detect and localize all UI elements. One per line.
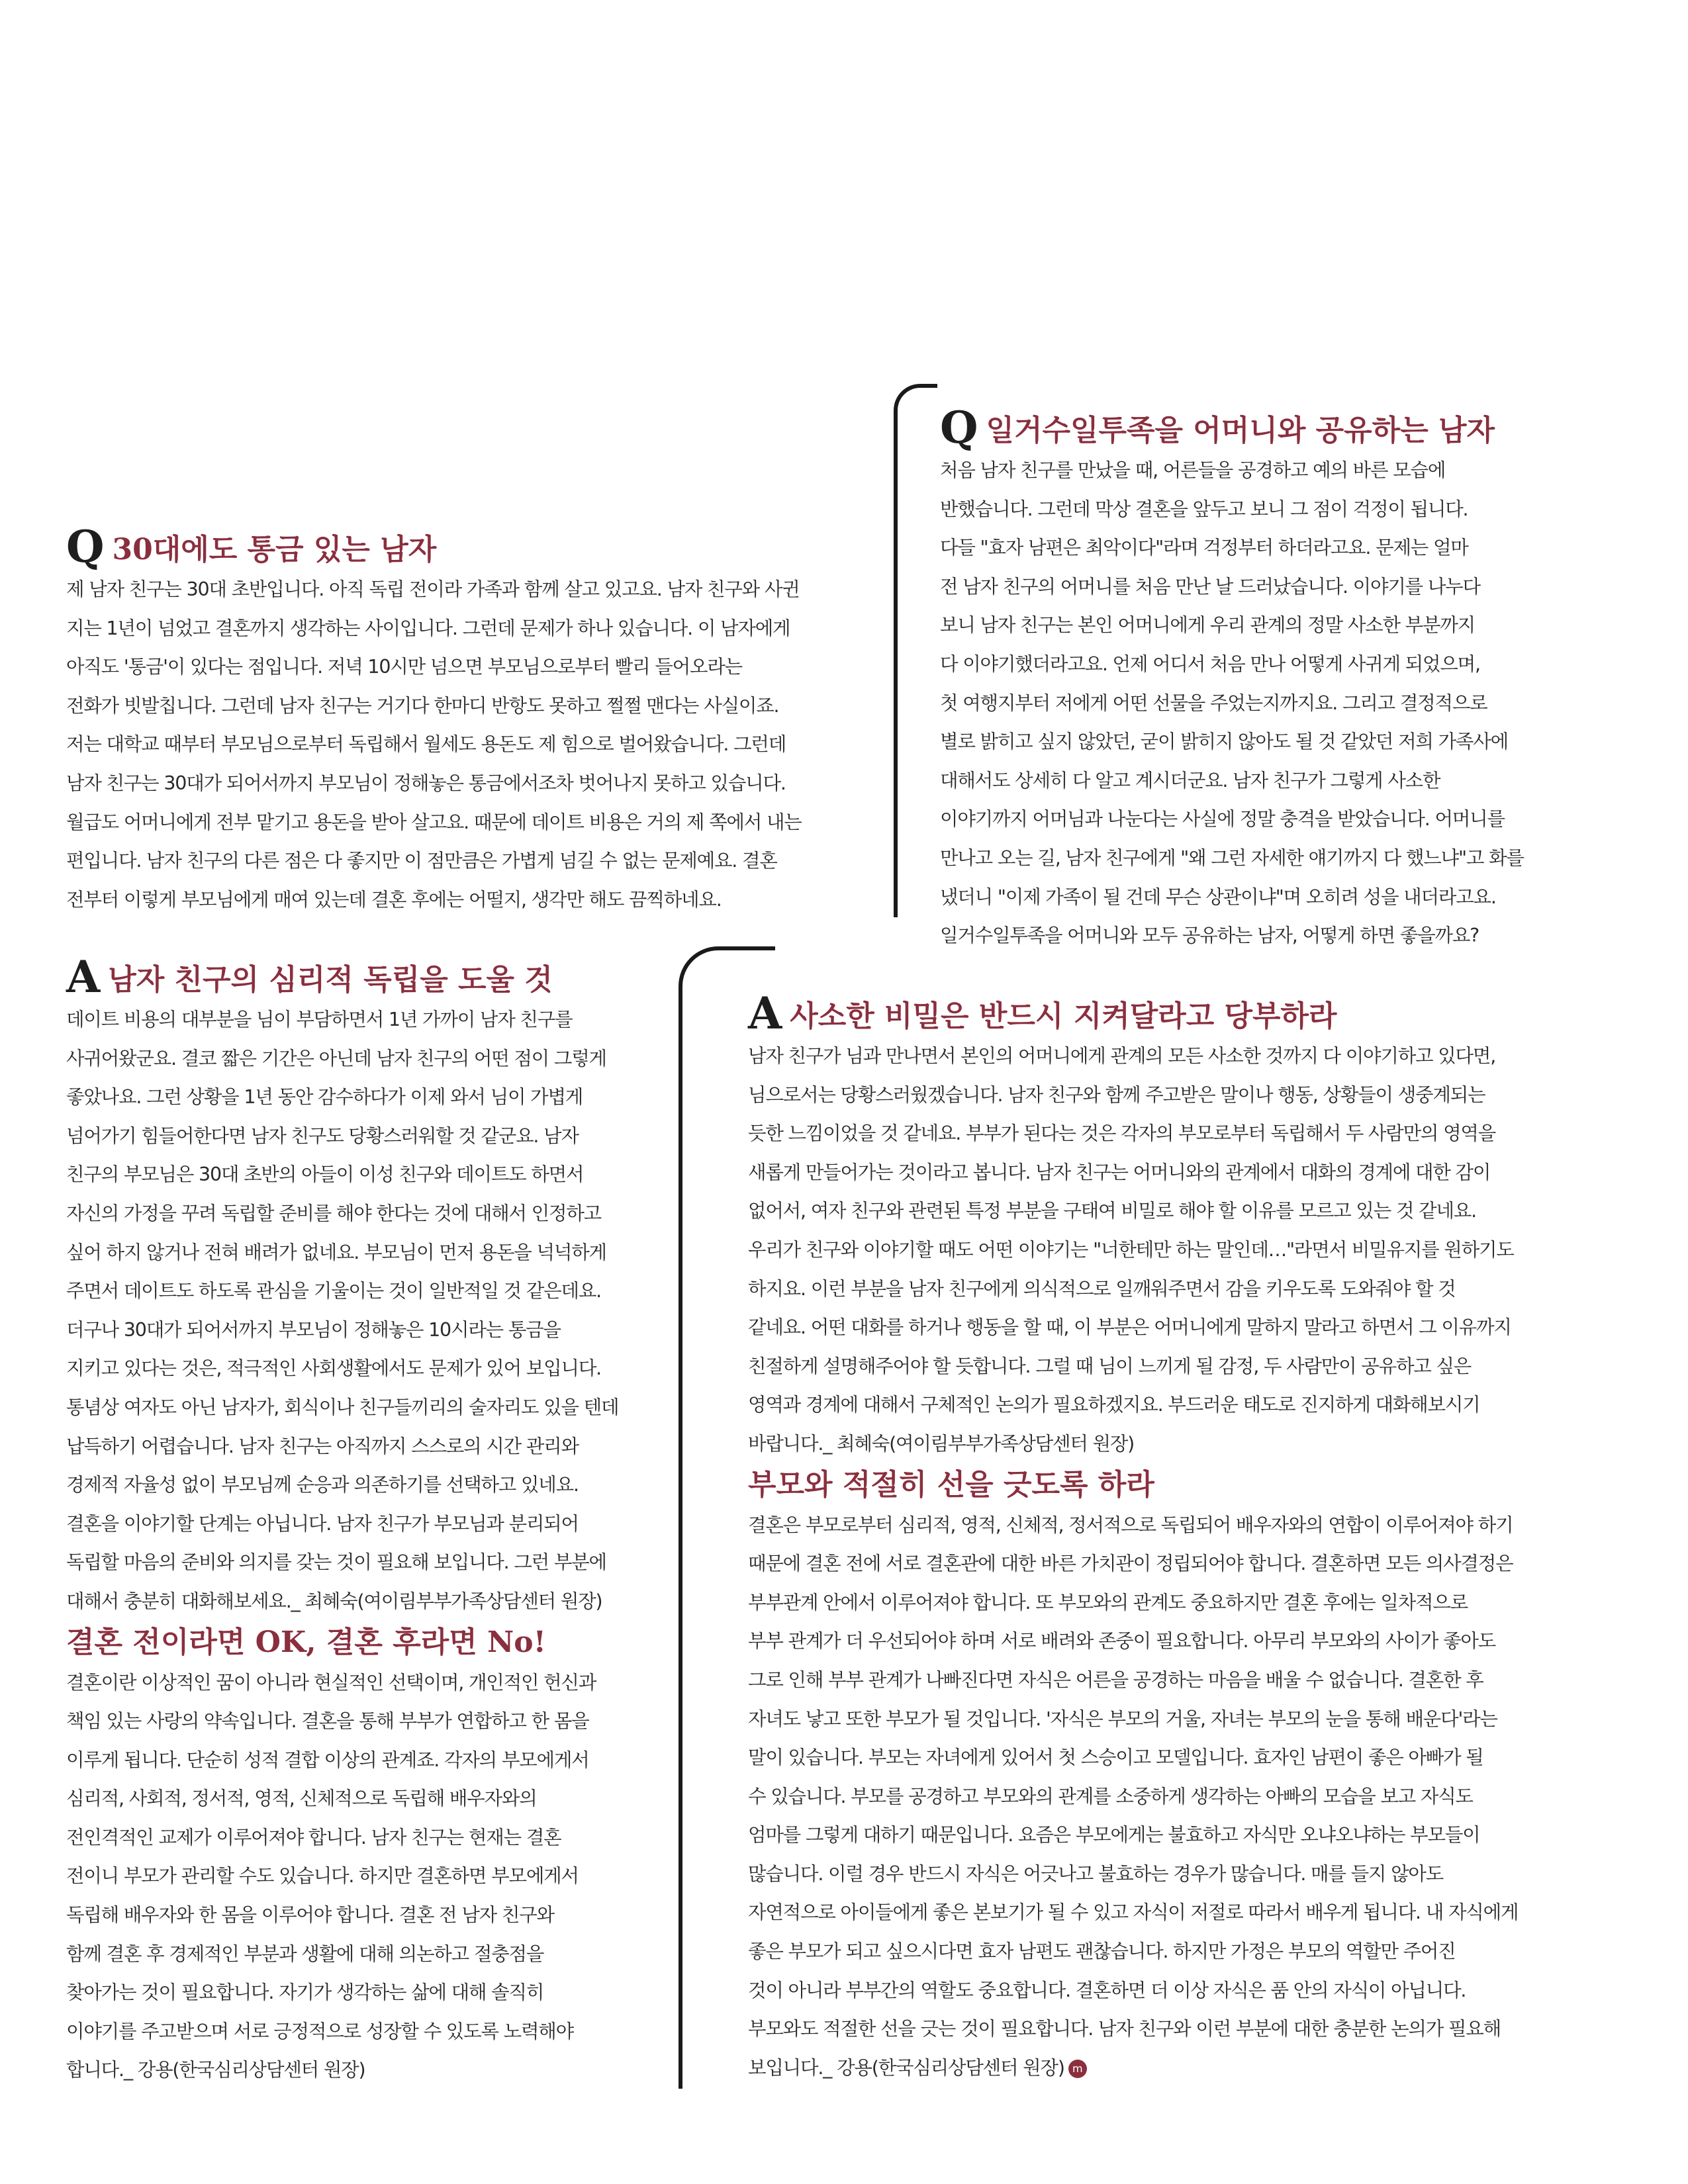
body-line: 전 남자 친구의 어머니를 처음 만난 날 드러났습니다. 이야기를 나누다 (940, 575, 1480, 598)
q1-title (66, 523, 861, 570)
body-line: 처음 남자 친구를 만났을 때, 어른들을 공경하고 예의 바른 모습에 (940, 459, 1446, 481)
body-line: 결혼이란 이상적인 꿈이 아니라 현실적인 선택이며, 개인적인 헌신과 (66, 1671, 596, 1694)
body-line: 데이트 비용의 대부분을 님이 부담하면서 1년 가까이 남자 친구를 (66, 1009, 573, 1030)
body-line: 때문에 결혼 전에 서로 결혼관에 대한 바른 가치관이 정립되어야 합니다. 결혼하면 모든 의사결정은 (748, 1553, 1513, 1575)
body-line: 그로 인해 부부 관계가 나빠진다면 자식은 어른을 공경하는 마음을 배울 수 없습니다. 결혼한 후 (748, 1668, 1483, 1691)
a1b-title: 결혼 전이라면 OK, 결혼 후라면 No! (66, 1625, 546, 1659)
body-line: 저는 대학교 때부터 부모님으로부터 독립해서 월세도 용돈도 제 힘으로 벌어왔습니다. 그런데 (66, 733, 786, 756)
body-line: 책임 있는 사랑의 약속입니다. 결혼을 통해 부부가 연합하고 한 몸을 (66, 1710, 589, 1733)
body-line: 듯한 느낌이었을 것 같네요. 부부가 된다는 것은 각자의 부모로부터 독립해서 두 사람만의 영역을 (748, 1122, 1496, 1145)
body-line: 싶어 하지 않거나 전혀 배려가 없네요. 부모님이 먼저 용돈을 넉넉하게 (66, 1241, 606, 1263)
body-line: 하지요. 이런 부분을 남자 친구에게 의식적으로 일깨워주면서 감을 키우도록 도와줘야 할 것 (748, 1277, 1456, 1300)
body-line: 주면서 데이트도 하도록 관심을 기울이는 것이 일반적일 것 같은데요. (66, 1280, 602, 1302)
q1-section (66, 523, 861, 919)
q2-section (940, 404, 1602, 956)
body-line: 우리가 친구와 이야기할 때도 어떤 이야기는 "너한테만 하는 말인데…"라면서 비밀유지를 원하기도 (748, 1238, 1514, 1261)
body-line: 바랍니다._ 최혜숙(여이림부부가족상담센터 원장) (748, 1432, 1135, 1455)
body-line: 같네요. 어떤 대화를 하거나 행동을 할 때, 이 부분은 어머니에게 말하지 말라고 하면서 그 이유까지 (748, 1316, 1511, 1339)
q2-body (940, 451, 1602, 956)
body-line: 좋았나요. 그런 상황을 1년 동안 감수하다가 이제 와서 님이 가볍게 (66, 1086, 583, 1109)
body-line: 새롭게 만들어가는 것이라고 봅니다. 남자 친구는 어머니와의 관계에서 대화의 경계에 대한 감이 (748, 1161, 1491, 1183)
body-line: 자녀도 낳고 또한 부모가 될 것입니다. '자식은 부모의 거울, 자녀는 부모의 눈을 통해 배운다'라는 (748, 1707, 1497, 1730)
body-line: 결혼을 이야기할 단계는 아닙니다. 남자 친구가 부모님과 분리되어 (66, 1512, 579, 1535)
q1-letter: Q (66, 521, 105, 572)
body-line: 제 남자 친구는 30대 초반입니다. 아직 독립 전이라 가족과 함께 살고 있고요. 남자 친구와 사귄 (66, 578, 800, 600)
body-line: 말이 있습니다. 부모는 자녀에게 있어서 첫 스승이고 모델입니다. 효자인 남편이 좋은 아빠가 될 (748, 1747, 1483, 1769)
body-line: 일거수일투족을 어머니와 모두 공유하는 남자, 어떻게 하면 좋을까요? (940, 925, 1479, 947)
body-line: 전화가 빗발칩니다. 그런데 남자 친구는 거기다 한마디 반항도 못하고 쩔쩔 맨다는 사실이죠. (66, 694, 779, 717)
body-line: 월급도 어머니에게 전부 맡기고 용돈을 받아 살고요. 때문에 데이트 비용은 거의 제 쪽에서 내는 (66, 811, 802, 833)
body-line: 자연적으로 아이들에게 좋은 본보기가 될 수 있고 자식이 저절로 따라서 배우게 됩니다. 내 자식에게 (748, 1901, 1519, 1924)
body-line: 친구의 부모님은 30대 초반의 아들이 이성 친구와 데이트도 하면서 (66, 1163, 584, 1186)
body-line: 첫 여행지부터 저에게 어떤 선물을 주었는지까지요. 그리고 결정적으로 (940, 692, 1487, 714)
a1-title-text: 남자 친구의 심리적 독립을 도울 것 (108, 963, 553, 997)
body-line: 다 이야기했더라고요. 언제 어디서 처음 만나 어떻게 사귀게 되었으며, (940, 653, 1480, 675)
q1-title-text: 30대에도 통금 있는 남자 (112, 533, 437, 567)
body-line: 전이니 부모가 관리할 수도 있습니다. 하지만 결혼하면 부모에게서 (66, 1865, 579, 1888)
body-line: 부부 관계가 더 우선되어야 하며 서로 배려와 존중이 필요합니다. 아무리 부모와의 사이가 좋아도 (748, 1630, 1496, 1653)
a1-section (66, 953, 662, 2090)
body-line: 합니다._ 강용(한국심리상담센터 원장) (66, 2059, 365, 2081)
body-line: 다들 "효자 남편은 최악이다"라며 걱정부터 하더라고요. 문제는 얼마 (940, 537, 1468, 559)
body-line: 부부관계 안에서 이루어져야 합니다. 또 부모와의 관계도 중요하지만 결혼 후에는 일차적으로 (748, 1591, 1468, 1614)
a1b-body (66, 1664, 662, 2091)
body-line: 영역과 경계에 대해서 구체적인 논의가 필요하겠지요. 부드러운 태도로 진지하게 대화해보시기 (748, 1394, 1480, 1416)
body-line: 별로 밝히고 싶지 않았던, 굳이 밝히지 않아도 될 것 같았던 저희 가족사에 (940, 731, 1508, 753)
body-line: 지키고 있다는 것은, 적극적인 사회생활에서도 문제가 있어 보입니다. (66, 1357, 602, 1380)
body-line: 더구나 30대가 되어서까지 부모님이 정해놓은 10시라는 통금을 (66, 1318, 561, 1341)
body-line-text: 보입니다._ 강용(한국심리상담센터 원장) (748, 2056, 1064, 2079)
body-line: 이야기까지 어머님과 나눈다는 사실에 정말 충격을 받았습니다. 어머니를 (940, 808, 1505, 831)
body-line: 수 있습니다. 부모를 공경하고 부모와의 관계를 소중하게 생각하는 아빠의 모습을 보고 자식도 (748, 1785, 1473, 1807)
body-line: 심리적, 사회적, 정서적, 영적, 신체적으로 독립해 배우자와의 (66, 1788, 537, 1810)
body-line: 것이 아니라 부부간의 역할도 중요합니다. 결혼하면 더 이상 자식은 품 안의 자식이 아닙니다. (748, 1979, 1466, 2001)
body-line: 님으로서는 당황스러웠겠습니다. 남자 친구와 함께 주고받은 말이나 행동, 상황들이 생중계되는 (748, 1083, 1485, 1106)
body-line: 엄마를 그렇게 대하기 때문입니다. 요즘은 부모에게는 불효하고 자식만 오냐오냐하는 부모들이 (748, 1824, 1480, 1846)
body-line: 통념상 여자도 아닌 남자가, 회식이나 친구들끼리의 술자리도 있을 텐데 (66, 1396, 619, 1418)
body-line: 많습니다. 이럴 경우 반드시 자식은 어긋나고 불효하는 경우가 많습니다. 매를 들지 않아도 (748, 1862, 1444, 1885)
a2-title (748, 989, 1622, 1037)
a2-section (748, 989, 1622, 2087)
body-line: 독립할 마음의 준비와 의지를 갖는 것이 필요해 보입니다. 그런 부분에 (66, 1551, 606, 1574)
body-line: 좋은 부모가 되고 싶으시다면 효자 남편도 괜찮습니다. 하지만 가정은 부모의 역할만 주어진 (748, 1940, 1456, 1963)
body-line: 독립해 배우자와 한 몸을 이루어야 합니다. 결혼 전 남자 친구와 (66, 1904, 554, 1927)
body-line: 부모와도 적절한 선을 긋는 것이 필요합니다. 남자 친구와 이런 부분에 대한 충분한 논의가 필요해 (748, 2018, 1501, 2040)
body-line: 결혼은 부모로부터 심리적, 영적, 신체적, 정서적으로 독립되어 배우자와의 연합이 이루어져야 하기 (748, 1514, 1513, 1536)
a1-body (66, 1001, 662, 1621)
body-line: 지는 1년이 넘었고 결혼까지 생각하는 사이입니다. 그런데 문제가 하나 있습니다. 이 남자에게 (66, 617, 790, 639)
q2-bracket (894, 384, 937, 917)
q1-body (66, 570, 861, 919)
q2-letter: Q (940, 402, 978, 453)
body-line: 냈더니 "이제 가족이 될 건데 무슨 상관이냐"며 오히려 성을 내더라고요. (940, 886, 1496, 908)
body-line: 함께 결혼 후 경제적인 부분과 생활에 대해 의논하고 절충점을 (66, 1942, 544, 1965)
body-line: 만나고 오는 길, 남자 친구에게 "왜 그런 자세한 얘기까지 다 했느냐"고 화를 (940, 846, 1524, 869)
body-line: 전인격적인 교제가 이루어져야 합니다. 남자 친구는 현재는 결혼 (66, 1826, 561, 1848)
body-line (748, 2049, 1622, 2088)
body-line: 경제적 자율성 없이 부모님께 순응과 의존하기를 선택하고 있네요. (66, 1474, 579, 1496)
q2-title-text: 일거수일투족을 어머니와 공유하는 남자 (986, 414, 1495, 447)
end-mark-icon: m (1068, 2060, 1087, 2078)
body-line: 편입니다. 남자 친구의 다른 점은 다 좋지만 이 점만큼은 가볍게 넘길 수 없는 문제예요. 결혼 (66, 850, 777, 872)
q2-title (940, 404, 1602, 451)
body-line: 반했습니다. 그런데 막상 결혼을 앞두고 보니 그 점이 걱정이 됩니다. (940, 498, 1468, 520)
body-line: 아직도 '통금'이 있다는 점입니다. 저녁 10시만 넘으면 부모님으로부터 빨리 들어오라는 (66, 656, 742, 678)
a2-title-text: 사소한 비밀은 반드시 지켜달라고 당부하라 (790, 999, 1337, 1033)
body-line: 이야기를 주고받으며 서로 긍정적으로 성장할 수 있도록 노력해야 (66, 2020, 573, 2042)
body-line: 대해서도 상세히 다 알고 계시더군요. 남자 친구가 그렇게 사소한 (940, 769, 1440, 792)
body-line: 보니 남자 친구는 본인 어머니에게 우리 관계의 정말 사소한 부분까지 (940, 614, 1476, 637)
body-line: 남자 친구가 님과 만나면서 본인의 어머니에게 관계의 모든 사소한 것까지 다 이야기하고 있다면, (748, 1045, 1496, 1067)
body-line: 없어서, 여자 친구와 관련된 특정 부분을 구태여 비밀로 해야 할 이유를 모르고 있는 것 같네요. (748, 1200, 1476, 1222)
body-line: 대해서 충분히 대화해보세요._ 최혜숙(여이림부부가족상담센터 원장) (66, 1590, 602, 1612)
body-line: 전부터 이렇게 부모님에게 매여 있는데 결혼 후에는 어떨지, 생각만 해도 끔찍하네요. (66, 888, 722, 911)
a2b-title: 부모와 적절히 선을 긋도록 하라 (748, 1467, 1154, 1502)
body-line: 자신의 가정을 꾸려 독립할 준비를 해야 한다는 것에 대해서 인정하고 (66, 1202, 602, 1224)
body-line: 사귀어왔군요. 결코 짧은 기간은 아닌데 남자 친구의 어떤 점이 그렇게 (66, 1047, 606, 1069)
body-line: 친절하게 설명해주어야 할 듯합니다. 그럴 때 님이 느끼게 될 감정, 두 사람만이 공유하고 싶은 (748, 1355, 1472, 1377)
body-line: 이루게 됩니다. 단순히 성적 결합 이상의 관계죠. 각자의 부모에게서 (66, 1749, 589, 1771)
a1-title (66, 953, 662, 1001)
body-line: 찾아가는 것이 필요합니다. 자기가 생각하는 삶에 대해 솔직히 (66, 1981, 544, 2004)
body-line: 남자 친구는 30대가 되어서까지 부모님이 정해놓은 통금에서조차 벗어나지 못하고 있습니다. (66, 772, 786, 794)
body-line: 납득하기 어렵습니다. 남자 친구는 아직까지 스스로의 시간 관리와 (66, 1435, 579, 1457)
a1-letter: A (66, 951, 101, 1003)
a2b-body (748, 1506, 1622, 2088)
body-line: 넘어가기 힘들어한다면 남자 친구도 당황스러워할 것 같군요. 남자 (66, 1124, 579, 1147)
a2-body (748, 1037, 1622, 1464)
a2-letter: A (748, 987, 782, 1039)
